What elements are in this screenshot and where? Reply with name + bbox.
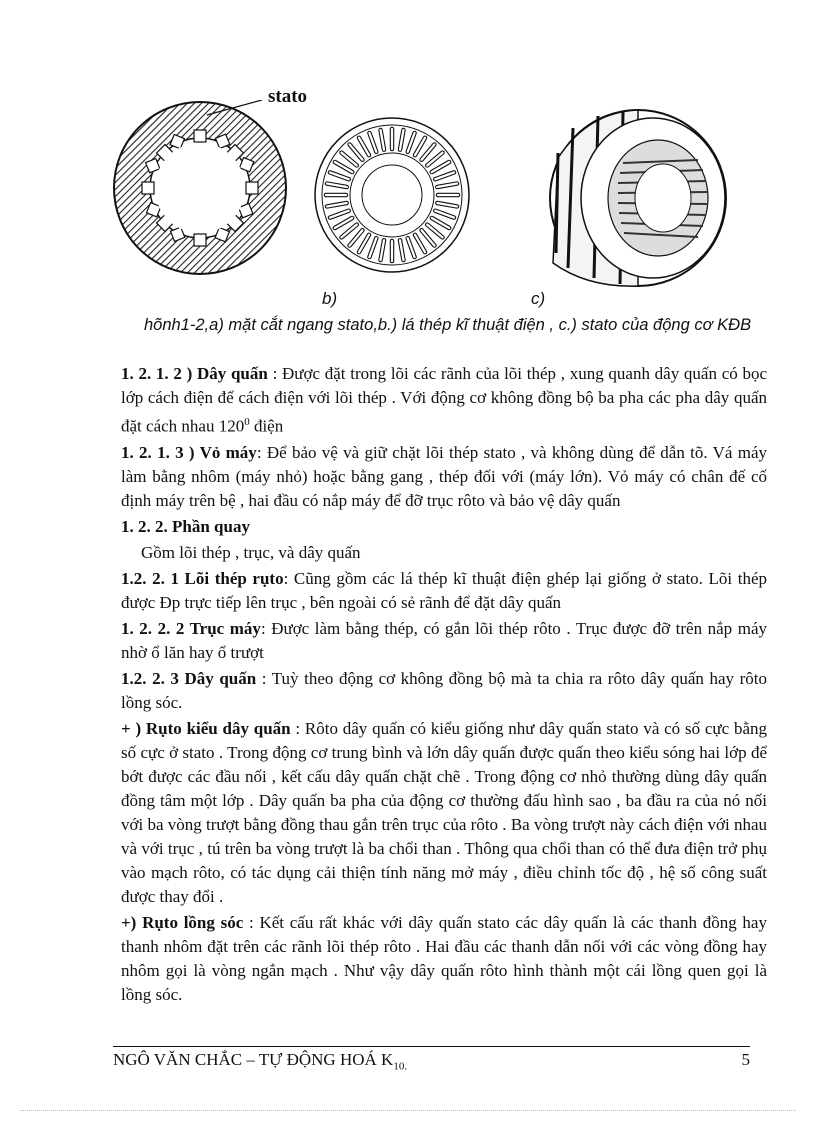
section-day-quan xyxy=(113,362,767,439)
section-truc-may xyxy=(113,617,767,665)
stator-cross-section-figure xyxy=(112,100,288,276)
figure-caption: hõnh1-2,a) mặt cắt ngang stato,b.) lá thép kĩ thuật điện , c.) stato của động cơ KĐB xyxy=(144,316,752,334)
section-heading: + ) Rụto kiểu dây quấn xyxy=(121,718,291,738)
section-text: : Rôto dây quấn có kiểu giống như dây quấn stato và có số cực bằng số cực ở stato . Trong động cơ trung bình và lớn dây quấn được quấn theo kiểu sóng hai lớp để bớt được các đầu nối , kết cấu dây quấn chặt chẽ . Trong động cơ nhỏ thường dùng dây quấn đồng tâm một lớp . Dây quấn ba pha của động cơ thường đấu hình sao , ba đầu ra của nó nối với ba vòng trượt bằng đồng thau gắn trên trục của rôto . Ba vòng trượt này cách điện với nhau và với trục , tú trên ba vòng trượt là ba chổi than . Thông qua chổi than có thể đưa điện trở phụ vào mạch rôto, có tác dụng cải thiện tính năng mở máy , điều chỉnh tốc độ , hệ số công suất được thay đổi . xyxy=(121,718,767,906)
section-text: điện xyxy=(249,416,284,436)
section-gom-loi-thep xyxy=(113,541,767,565)
section-phan-quay xyxy=(113,515,767,539)
footer-subscript: 10. xyxy=(393,1060,408,1073)
section-heading: 1. 2. 2. Phần quay xyxy=(121,516,250,536)
page-number: 5 xyxy=(741,1050,750,1069)
section-text: : Được làm bằng thép, có gắn lõi thép rôto . Trục được đỡ trên nắp máy nhờ ổ lăn hay ổ trượt xyxy=(121,618,767,662)
section-text: : Tuỳ theo động cơ không đồng bộ mà ta chia ra rôto dây quấn hay rôto lồng sóc. xyxy=(121,668,767,712)
section-ruto-kieu-day-quan xyxy=(113,717,767,909)
section-heading: +) Rụto lồng sóc xyxy=(121,912,244,932)
section-ruto-long-soc xyxy=(113,911,767,1007)
section-vo-may xyxy=(113,441,767,513)
section-text: : Kết cấu rất khác với dây quấn stato các dây quấn là các thanh đồng hay thanh nhôm đặt trên các rãnh lõi thép rôto . Hai đầu các thanh dẫn nối với các vòng đồng hay nhôm gọi là vòng ngắn mạch . Như vậy dây quấn rôto hình thành một cái lồng quen gọi là lồng sóc. xyxy=(121,912,767,1004)
section-text: : Để bảo vệ và giữ chặt lõi thép stato , và không dùng để dẫn tõ. Vá máy làm bằng nhôm (máy nhỏ) hoặc bằng gang , thép đối với (máy lớn). Vỏ máy có chân đế cố định máy trên bệ , hai đầu có nắp máy để đỡ trục rôto và bảo vệ dây quấn xyxy=(121,442,767,510)
stator-lamination-figure xyxy=(312,115,472,275)
footer-divider xyxy=(113,1046,750,1047)
section-text: : Cũng gồm các lá thép kĩ thuật điện ghép lại giống ở stato. Lõi thép được Đp trực tiếp lên trục , bên ngoài có sẻ rãnh để đặt dây quấn xyxy=(121,568,767,612)
section-heading: 1. 2. 1. 3 ) Vỏ máy xyxy=(121,442,257,462)
figure-label-b: b) xyxy=(322,289,338,308)
stator-assembly-figure xyxy=(528,98,728,288)
section-heading: 1. 2. 2. 2 Trục máy xyxy=(121,618,261,638)
document-body xyxy=(113,362,767,1009)
footer-author-text: NGÔ VĂN CHẮC – TỰ ĐỘNG HOÁ K xyxy=(113,1050,394,1069)
page-edge-dots xyxy=(20,1110,796,1111)
footer-author xyxy=(113,1050,407,1072)
section-loi-thep-ruto xyxy=(113,567,767,615)
section-heading: 1. 2. 1. 2 ) Dây quấn xyxy=(121,364,268,383)
superscript: 0 xyxy=(244,416,250,428)
section-heading: 1.2. 2. 1 Lõi thép rụto xyxy=(121,568,284,588)
section-text: Gồm lõi thép , trục, và dây quấn xyxy=(141,542,361,562)
section-day-quan-ruto xyxy=(113,667,767,715)
stato-label: stato xyxy=(268,86,308,107)
figure-label-c: c) xyxy=(531,289,546,308)
section-heading: 1.2. 2. 3 Dây quấn xyxy=(121,668,257,688)
section-text: : Được đặt trong lõi các rãnh của lõi thép , xung quanh dây quấn có bọc lớp cách điện để cách điện với lõi thép . Với động cơ không đồng bộ ba pha các pha dây quấn đặt cách nhau 120 xyxy=(121,364,767,436)
